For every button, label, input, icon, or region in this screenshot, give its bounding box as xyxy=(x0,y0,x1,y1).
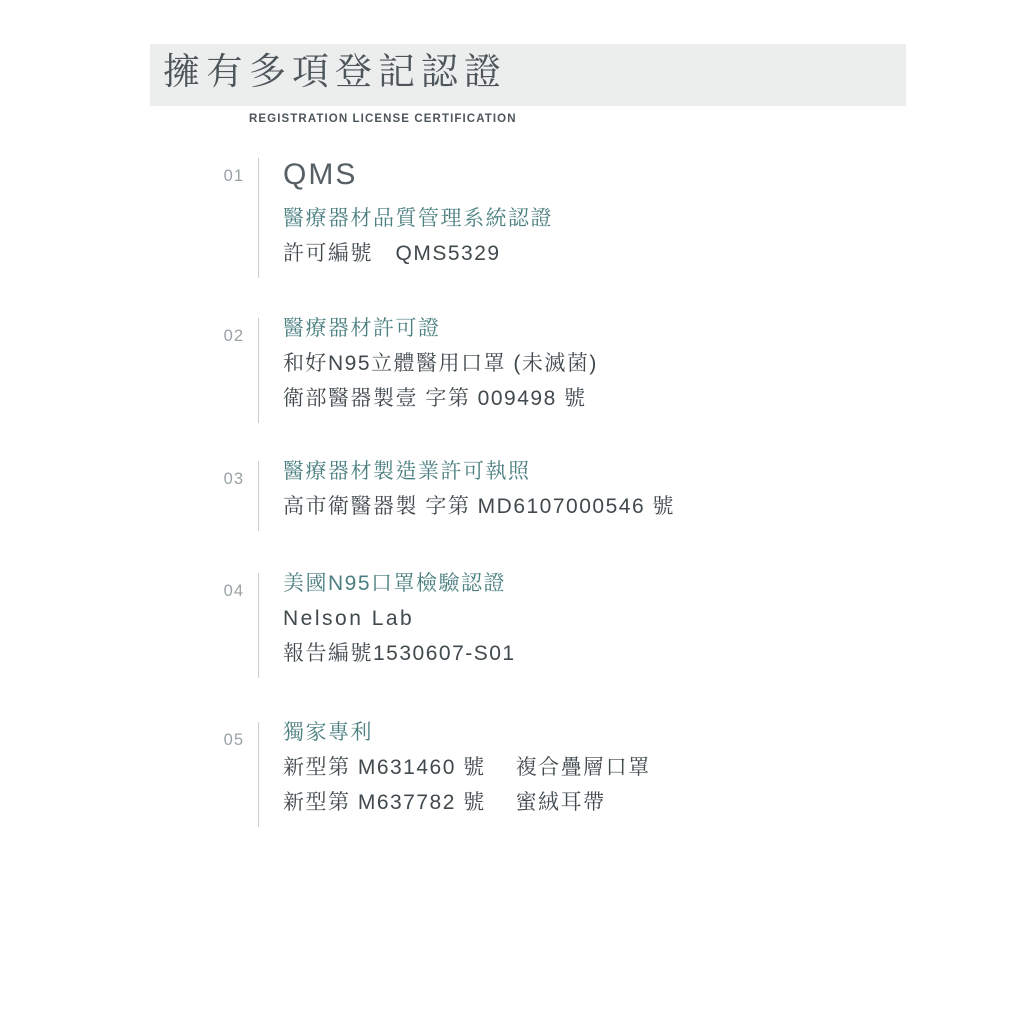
item-detail: 新型第 M637782 號 蜜絨耳帶 xyxy=(283,791,606,814)
item-detail: Nelson Lab xyxy=(283,607,415,630)
list-item xyxy=(0,158,1024,278)
item-number: 04 xyxy=(223,582,244,600)
item-number: 02 xyxy=(223,327,244,345)
item-detail: 新型第 M631460 號 複合疊層口罩 xyxy=(283,756,651,779)
item-detail: 許可編號 QMS5329 xyxy=(283,242,501,265)
item-detail: 和好N95立體醫用口罩 (未滅菌) xyxy=(283,352,598,375)
item-detail: 高市衛醫器製 字第 MD6107000546 號 xyxy=(283,495,675,518)
item-title: 醫療器材製造業許可執照 xyxy=(283,460,531,483)
item-title: 醫療器材許可證 xyxy=(283,317,441,340)
certification-list xyxy=(0,158,1024,827)
list-item xyxy=(0,318,1024,423)
item-body xyxy=(258,573,516,678)
item-detail: 報告編號1530607-S01 xyxy=(283,642,516,665)
item-number: 05 xyxy=(223,731,244,749)
item-body xyxy=(258,318,598,423)
page-title: 擁有多項登記認證 xyxy=(163,51,507,92)
page-subtitle: REGISTRATION LICENSE CERTIFICATION xyxy=(249,113,517,125)
item-body xyxy=(258,158,553,278)
item-body xyxy=(258,461,675,531)
list-item xyxy=(0,573,1024,678)
item-detail: 衛部醫器製壹 字第 009498 號 xyxy=(283,387,587,410)
list-item xyxy=(0,722,1024,827)
item-title: 美國N95口罩檢驗認證 xyxy=(283,572,507,595)
item-title: QMS xyxy=(283,158,358,191)
list-item xyxy=(0,461,1024,531)
item-body xyxy=(258,722,651,827)
item-number: 01 xyxy=(223,167,244,185)
item-title: 獨家專利 xyxy=(283,721,373,744)
item-subtitle: 醫療器材品質管理系統認證 xyxy=(283,207,553,230)
item-number: 03 xyxy=(223,470,244,488)
